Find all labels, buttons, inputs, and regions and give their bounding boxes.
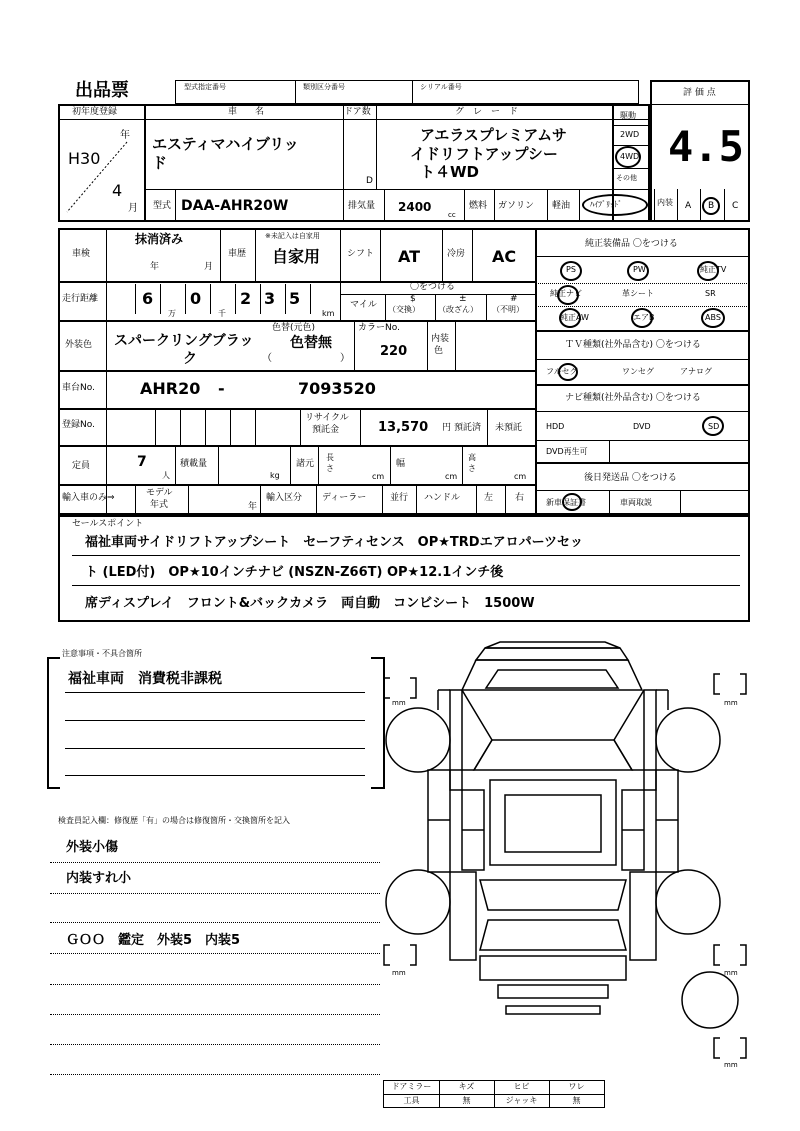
mileage-unknown: （不明） [492, 305, 524, 314]
capacity-label: 定員 [72, 461, 91, 471]
model-value: DAA-AHR20W [181, 198, 289, 214]
sales-point-label: セールスポイント [72, 519, 144, 529]
later-manual: 車両取説 [620, 498, 652, 507]
import-label: 輸入車のみ⇒ [62, 493, 115, 503]
inspector-line-2: 内装すれ小 [66, 871, 132, 886]
mileage-tampered: （改ざん） [438, 305, 478, 314]
history-note: ※未記入は自家用 [265, 232, 320, 240]
navi-hdd: HDD [546, 422, 565, 431]
date-slash [62, 136, 132, 216]
interior-label: 内装 [657, 198, 673, 207]
dvd-playback: DVD再生可 [546, 447, 588, 456]
later-items-label: 後日発送品 〇をつける [584, 473, 677, 483]
legend-header-3: ヒビ [513, 1082, 530, 1091]
legend-cell-4: 無 [572, 1096, 581, 1105]
drive-other: その他 [616, 174, 637, 182]
header-id-box [175, 80, 639, 104]
legend-cell-2: 無 [462, 1096, 471, 1105]
displacement-label: 排気量 [348, 201, 376, 211]
inspector-line-1: 外装小傷 [66, 840, 119, 855]
history-label: 車歴 [228, 249, 247, 259]
recycle-label: リサイクル [305, 413, 349, 423]
door-count-unit: D [366, 176, 373, 186]
later-warranty: 新車保証書 [546, 498, 586, 507]
interior-grade-circle [702, 197, 720, 215]
grade-line1: アエラスプレミアムサ [420, 126, 567, 144]
chassis-label: 車台No. [62, 383, 95, 393]
mileage-digit-4: 3 [264, 289, 276, 308]
legend-cell-1: 工具 [403, 1096, 420, 1105]
handle-label: ハンドル [424, 493, 461, 503]
recycle-unpaid: 未預託 [495, 423, 523, 433]
mileage-exchanged: （交換） [388, 305, 420, 314]
legend-header-2: キズ [458, 1082, 475, 1091]
import-class-label: 輸入区分 [266, 493, 303, 503]
inspector-label: 検査員記入欄：修復歴「有」の場合は修復箇所・交換箇所を記入 [58, 816, 290, 825]
color-no-label: カラーNo. [358, 323, 400, 333]
mileage-digit-1: 6 [142, 289, 154, 308]
tv-type-label: ＴＶ種類(社外品含む) 〇をつける [565, 340, 701, 350]
mileage-label: 走行距離 [62, 294, 99, 304]
first-reg-year: H30 [68, 149, 101, 168]
navi-sd: SD [708, 422, 720, 431]
class-number-label: 類別区分番号 [303, 83, 345, 91]
navi-dvd: DVD [633, 422, 651, 431]
car-damage-diagram [380, 640, 755, 1080]
color-line1: スパークリングブラッ [114, 333, 254, 349]
model-label: 型式 [153, 201, 172, 211]
sheet-title: 出品票 [75, 80, 129, 101]
dims-label: 諸元 [296, 459, 315, 469]
mileage-circle-note: 〇をつける [410, 282, 456, 292]
rating-label: 評 価 点 [683, 88, 716, 98]
recycle-paid: 預託済 [454, 423, 482, 433]
color-line2: ク [183, 351, 197, 367]
serial-number-label: シリアル番号 [420, 83, 462, 91]
inspection-label: 車検 [72, 249, 91, 259]
notes-line-1: 福祉車両 消費税非課税 [68, 671, 222, 687]
inspector-line-4: ＧＯＯ 鑑定 外装5 内装5 [66, 933, 241, 948]
sales-line-1: 福祉車両サイドリフトアップシート セーフティセンス OP★TRDエアロパーツセッ [85, 535, 584, 550]
drive-label: 駆動 [620, 111, 636, 120]
mm-rear-left: mm [392, 969, 406, 977]
type-cert-label: 型式指定番号 [184, 83, 226, 91]
capacity-value: 7 [137, 454, 147, 470]
equip-abs: ABS [705, 313, 721, 322]
equip-pw: PW [633, 265, 646, 274]
history-value: 自家用 [272, 247, 321, 266]
fuel-gasoline: ガソリン [498, 201, 535, 211]
tv-oneseg: ワンセグ [622, 367, 654, 376]
mileage-digit-3: 2 [240, 289, 252, 308]
color-change-value: 色替無 [290, 335, 332, 351]
mileage-digit-5: 5 [289, 289, 301, 308]
shift-value: AT [398, 247, 421, 266]
car-name-label: 車 名 [228, 107, 265, 117]
mm-front-left: mm [392, 699, 406, 707]
reg-no-label: 登録No. [62, 420, 95, 430]
equip-ps: PS [566, 265, 576, 274]
fuel-hybrid: ﾊｲﾌﾞﾘｯﾄﾞ [590, 200, 622, 209]
rating-value: 4.5 [668, 122, 744, 171]
tv-fullseg: フルセグ [546, 367, 578, 376]
door-count-label: ドア数 [344, 107, 371, 117]
sales-line-3: 席ディスプレイ フロント&バックカメラ 両自動 コンビシート 1500W [85, 596, 535, 611]
drive-2wd: 2WD [620, 130, 640, 139]
color-label: 外装色 [65, 340, 93, 350]
load-label: 積載量 [180, 459, 208, 469]
car-name-line1: エスティマハイブリッ [152, 135, 299, 153]
tv-analog: アナログ [680, 367, 712, 376]
notes-label: 注意事項・不具合箇所 [62, 649, 142, 658]
equip-sr: SR [705, 289, 716, 298]
legend-header-4: ワレ [568, 1082, 585, 1091]
grade-label: グ レ ー ド [455, 107, 519, 117]
equip-airbag: エアB [633, 313, 655, 322]
import-dealer: ディーラー [322, 493, 367, 503]
legend-table [383, 1080, 605, 1108]
grade-line2: イドリフトアップシー [410, 145, 558, 163]
fuel-label: 燃料 [469, 201, 488, 211]
navi-type-label: ナビ種類(社外品含む) 〇をつける [565, 393, 701, 403]
car-name-line2: ド [152, 154, 168, 172]
sales-line-2: ト (LED付) OP★10インチナビ (NSZN-Z66T) OP★12.1インチ後 [85, 565, 504, 580]
legend-cell-3: ジャッキ [505, 1096, 538, 1105]
ac-label: 冷房 [447, 249, 466, 259]
fuel-hybrid-circle [582, 194, 648, 216]
chassis-number: 7093520 [298, 379, 376, 398]
legend-header-1: ドアミラー [391, 1082, 432, 1091]
shift-label: シフト [347, 249, 375, 259]
equip-tv: 純正TV [700, 265, 727, 274]
mileage-mile: マイル [350, 300, 377, 310]
inspection-value: 抹消済み [135, 232, 184, 246]
ac-value: AC [492, 247, 517, 266]
equip-leather: 革シート [622, 289, 654, 298]
mm-spare: mm [724, 1061, 738, 1069]
mileage-digit-2: 0 [190, 289, 202, 308]
genuine-equipment-label: 純正装備品 〇をつける [585, 239, 678, 249]
equip-navi: 純正ナビ [550, 289, 582, 298]
mm-rear-right: mm [724, 969, 738, 977]
equip-aw: 純正AW [560, 313, 589, 322]
import-parallel: 並行 [390, 493, 409, 503]
drive-4wd-circle [615, 146, 641, 168]
recycle-value: 13,570 [378, 420, 429, 435]
drive-4wd: 4WD [620, 152, 640, 161]
mm-front-right: mm [724, 699, 738, 707]
displacement-value: 2400 [398, 200, 432, 214]
first-reg-month: 4 [112, 181, 123, 200]
grade-line3: ト４WD [420, 163, 479, 181]
chassis-prefix: AHR20 [140, 379, 201, 398]
color-no-value: 220 [380, 344, 408, 359]
fuel-light-oil: 軽油 [552, 201, 571, 211]
first-reg-label: 初年度登録 [72, 107, 118, 117]
color-change-label: 色替(元色) [272, 323, 316, 333]
